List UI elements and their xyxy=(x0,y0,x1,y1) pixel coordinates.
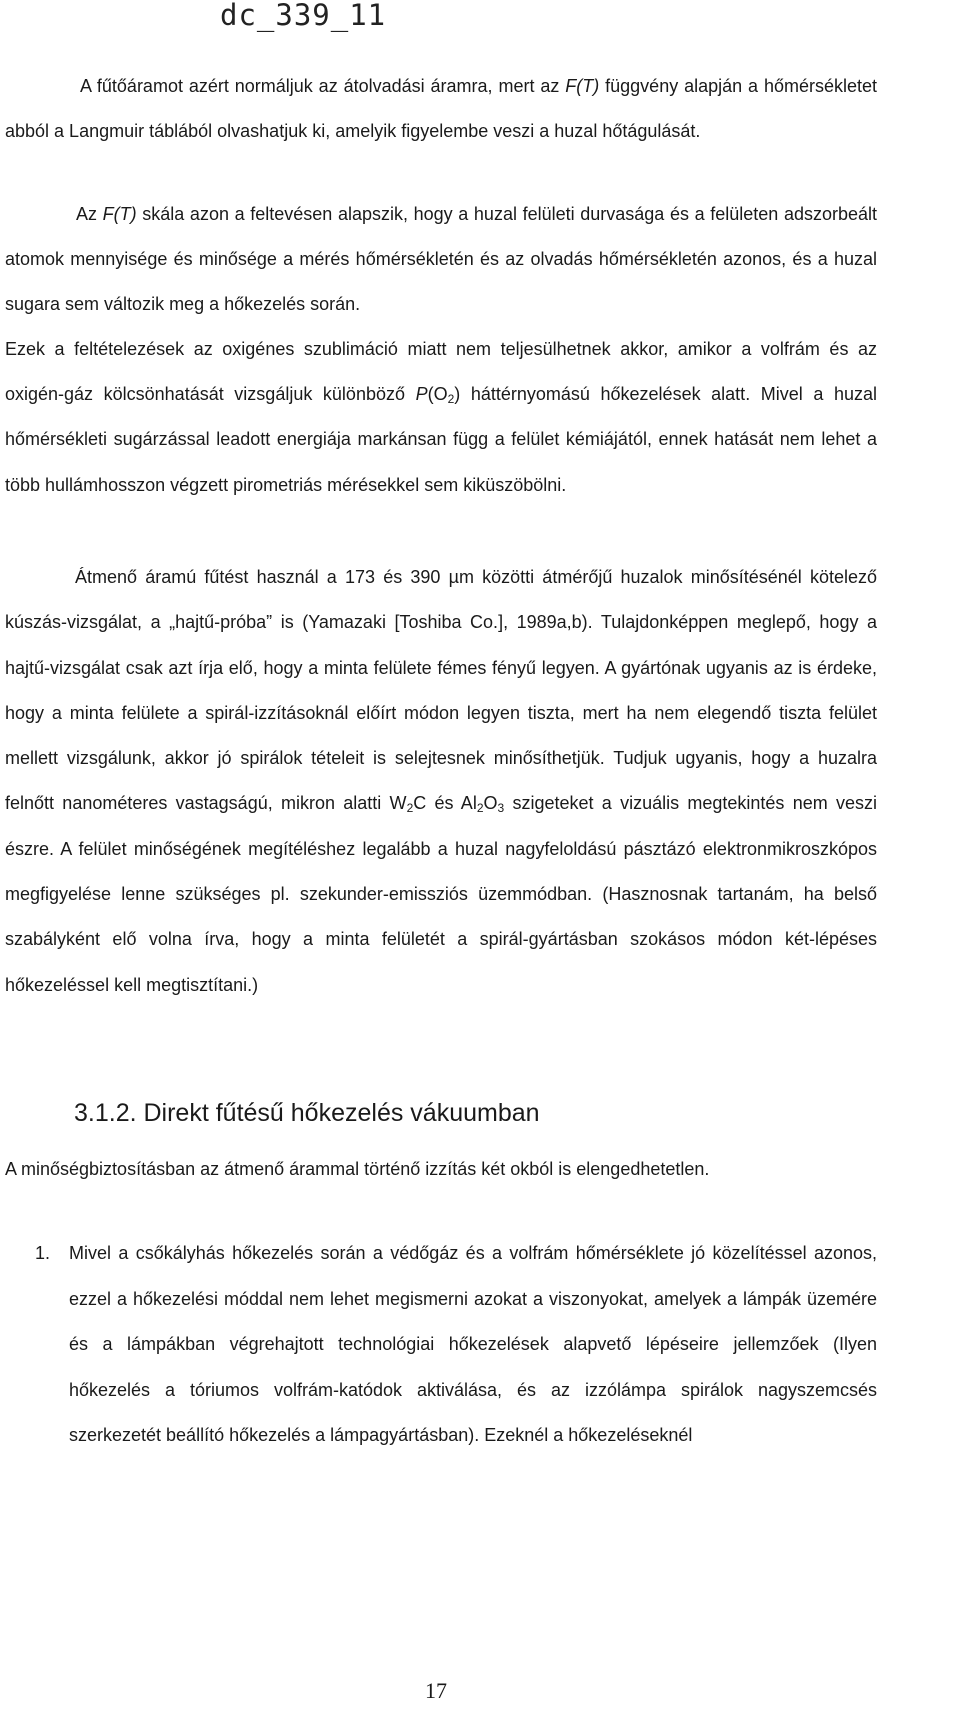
paragraph-5: A minőségbiztosításban az átmenő árammal történő izzítás két okból is elengedhetetlen. xyxy=(5,1159,710,1179)
list-number: 1. xyxy=(35,1243,51,1263)
list-item-text: Mivel a csőkályhás hőkezelés során a védőgáz és a volfrám hőmérséklete jó közelítéssel azonos, ezzel a hőkezelési móddal nem lehet megismerni azokat a viszonyokat, amelyek a lámpák üzemére és a lámpákban végrehajtott technológiai hőkezelések alapvető lépéseire jellemzőek (Ilyen hőkezelés a tóriumos volfrám-katódok aktiválása, és az izzólámpa spirálok nagyszemcsés szerkezetét beállító hőkezelés a lámpagyártásban). Ezeknél a hőkezeléseknél xyxy=(69,1243,877,1445)
subscript: 2 xyxy=(447,392,455,407)
paragraph-4 xyxy=(5,555,877,1008)
text-run: C és Al xyxy=(413,793,477,814)
subscript: 3 xyxy=(497,801,505,816)
text-run: Átmenő áramú fűtést használ a 173 és 390 µm közötti átmérőjű huzalok minősítésénél kötelező kúszás-vizsgálat, a „hajtű-próba” is (Yamazaki [Toshiba Co.], 1989a,b). Tulajdonképpen meglepő, hogy a hajtű-vizsgálat csak azt írja elő, hogy a minta felülete fémes fényű legyen. A gyártónak ugyanis az is érdeke, hogy a minta felülete a spirál-izzításoknál előírt módon legyen tiszta, mert ha nem elegendő tiszta felület mellett vizsgálunk, akkor jó spirálok tételeit is selejtesnek minősíthetjük. Tudjuk ugyanis, hogy a huzalra felnőtt nanométeres vastagságú, mikron alatti W xyxy=(5,567,877,814)
text-run: Az xyxy=(76,204,103,224)
section-heading: 3.1.2. Direkt fűtésű hőkezelés vákuumban xyxy=(74,1099,540,1127)
text-run: O xyxy=(483,793,498,814)
text-run: függvény alapján a hőmérsékletet abból a Langmuir táblából olvashatjuk ki, amelyik figyelembe veszi a huzal hőtágulását. xyxy=(5,76,878,141)
text-run: A fűtőáramot azért normáljuk az átolvadási áramra, mert az xyxy=(80,76,566,96)
text-run: Ezek a feltételezések az oxigénes szublimáció miatt nem teljesülhetnek akkor, amikor a volfrám és az oxigén-gáz kölcsönhatását vizsgáljuk különböző xyxy=(5,339,877,405)
paragraph-1 xyxy=(5,64,877,154)
italic-symbol: F(T) xyxy=(102,204,137,224)
text-run: ) háttérnyomású hőkezelések alatt. Mivel a huzal hőmérsékleti sugárzással leadott energiája markánsan függ a felület kémiájától, ennek hatását nem lehet a több hullámhosszon végzett pirometriás mérésekkel sem kiküszöbölni. xyxy=(5,384,877,495)
subscript: 2 xyxy=(406,801,414,816)
italic-symbol: F(T) xyxy=(565,76,600,96)
paragraph-2 xyxy=(5,192,877,328)
text-run: szigeteket a vizuális megtekintés nem veszi észre. A felület minőségének megítéléshez legalább a huzal nagyfeloldású pásztázó elektronmikroszkópos megfigyelése lenne szükséges pl. szekunder-emissziós üzemmódban. (Hasznosnak tartanám, ha belső szabályként elő volna írva, hogy a minta felületét a spirál-gyártásban szokásos módon két-lépéses hőkezeléssel kell megtisztítani.) xyxy=(5,793,878,995)
document-code-header: dc_339_11 xyxy=(220,0,387,32)
italic-symbol: P xyxy=(415,384,428,405)
page-number: 17 xyxy=(425,1678,447,1703)
paragraph-3 xyxy=(5,327,877,508)
text-run: (O xyxy=(427,384,448,405)
text-run: skála azon a feltevésen alapszik, hogy a huzal felületi durvasága és a felületen adszorbeált atomok mennyisége és minősége a mérés hőmérsékletén és az olvadás hőmérsékletén azonos, és a huzal sugara sem változik meg a hőkezelés során. xyxy=(5,204,877,315)
subscript: 2 xyxy=(476,801,484,816)
